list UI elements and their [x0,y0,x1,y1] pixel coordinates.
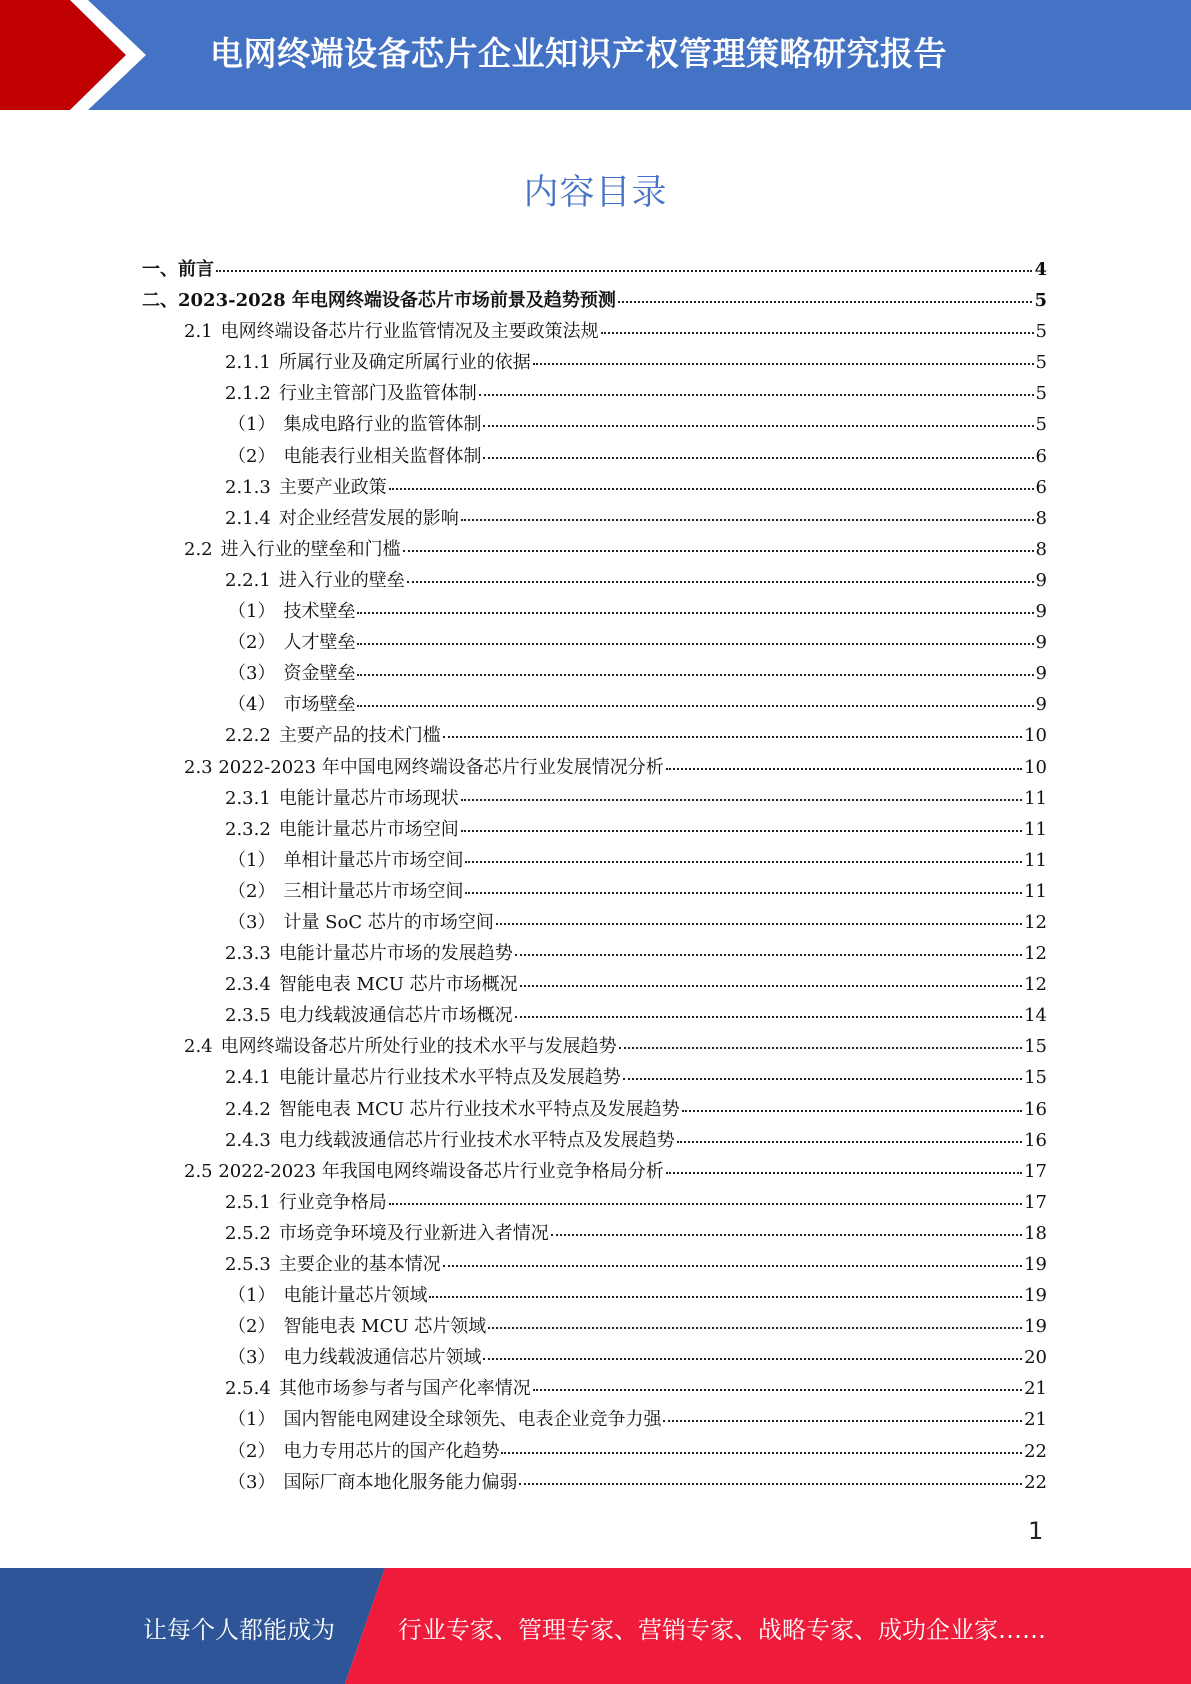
dot-leader [501,1451,1022,1454]
toc-entry-title [225,378,477,409]
dot-leader [682,1109,1022,1112]
toc-entry-label: 智能电表 MCU 芯片行业技术水平特点及发展趋势 [278,1098,680,1120]
toc-entry-label: 主要产业政策 [278,476,387,498]
toc-entry-number: 2.5.4 [225,1378,271,1400]
dot-leader [465,860,1022,863]
toc-entry[interactable] [142,876,1047,907]
toc-entry-label: 市场竞争环境及行业新进入者情况 [278,1222,549,1244]
toc-entry-number: 2.3.5 [225,1005,271,1027]
toc-entry-label: 智能电表 MCU 芯片领域 [283,1316,487,1338]
toc-entry-title [228,689,355,720]
toc-entry-number: （3） [228,1347,276,1369]
toc-entry-number: （4） [228,694,276,716]
toc-entry[interactable] [142,441,1047,472]
toc-entry-label: 2.5 2022-2023 年我国电网终端设备芯片行业竞争格局分析 [184,1160,664,1182]
dot-leader [216,269,1032,272]
toc-entry[interactable] [142,1187,1047,1218]
toc-entry-label: 其他市场参与者与国产化率情况 [278,1378,531,1400]
toc-entry-label: 电能计量芯片市场现状 [278,787,459,809]
dot-leader [515,953,1022,956]
toc-entry-number: 2.1.4 [225,507,271,529]
toc-entry-title [228,1342,481,1373]
toc-entry[interactable] [142,1094,1047,1125]
toc-entry-page: 9 [1035,694,1047,716]
toc-entry-title [225,1187,387,1218]
toc-entry[interactable] [142,1218,1047,1249]
dot-leader [483,424,1033,427]
toc-entry[interactable] [142,316,1047,347]
dot-leader [357,704,1033,707]
toc-entry-page: 18 [1024,1222,1047,1244]
toc-entry-page: 22 [1024,1471,1047,1493]
toc-entry-label: 电能计量芯片行业技术水平特点及发展趋势 [278,1067,621,1089]
dot-leader [465,891,1022,894]
dot-leader [357,642,1033,645]
dot-leader [429,1295,1022,1298]
toc-entry-label: 一、前言 [142,259,214,280]
footer-slogan-left: 让每个人都能成为 [143,1616,335,1644]
toc-entry[interactable] [142,845,1047,876]
toc-entry-number: （3） [228,663,276,685]
toc-entry-label: 电能表行业相关监督体制 [283,445,482,467]
toc-entry-label: 进入行业的壁垒和门槛 [220,538,401,560]
toc-entry-title [184,316,599,347]
toc-entry-label: 智能电表 MCU 芯片市场概况 [278,974,518,996]
toc-entry[interactable] [142,347,1047,378]
toc-entry-page: 21 [1024,1409,1047,1431]
toc-entry[interactable] [142,627,1047,658]
toc-entry-label: 所属行业及确定所属行业的依据 [278,352,531,374]
toc-entry-title [184,752,664,783]
toc-entry-page: 14 [1024,1005,1047,1027]
toc-entry-number: 2.3.4 [225,974,271,996]
toc-entry[interactable] [142,1125,1047,1156]
dot-leader [677,1140,1022,1143]
toc-entry-page: 12 [1024,974,1047,996]
toc-entry[interactable] [142,1467,1047,1498]
toc-entry-number: 2.4.2 [225,1098,271,1120]
toc-entry-number: （3） [228,911,276,933]
toc-entry-label: 三相计量芯片市场空间 [283,880,464,902]
dot-leader [601,331,1034,334]
toc-entry-title [228,1404,661,1435]
toc-entry[interactable] [142,503,1047,534]
dot-leader [479,393,1034,396]
toc-entry-title [225,1125,675,1156]
toc-entry-label: 电力专用芯片的国产化趋势 [283,1440,500,1462]
toc-entry[interactable] [142,689,1047,720]
toc-entry-label: 对企业经营发展的影响 [278,507,459,529]
toc-entry-number: 2.4 [184,1036,213,1058]
toc-entry-number: （1） [228,849,276,871]
toc-entry-page: 21 [1024,1378,1047,1400]
dot-leader [488,1326,1022,1329]
toc-entry-page: 16 [1024,1098,1047,1120]
toc-entry-page: 10 [1024,756,1047,778]
toc-entry-label: 人才壁垒 [283,632,356,654]
toc-entry-number: （2） [228,445,276,467]
toc-entry-label: 电力线载波通信芯片领域 [283,1347,482,1369]
dot-leader [533,362,1034,365]
toc-entry-number: 2.1.1 [225,352,271,374]
toc-entry-title [225,347,531,378]
toc-entry-title [228,1311,486,1342]
dot-leader [389,487,1034,490]
toc-entry-page: 16 [1024,1129,1047,1151]
dot-leader [520,984,1022,987]
toc-entry[interactable] [142,285,1047,316]
toc-entry-number: （1） [228,601,276,623]
toc-entry-page: 19 [1024,1316,1047,1338]
toc-entry-label: 行业竞争格局 [278,1191,387,1213]
dot-leader [666,1171,1022,1174]
toc-entry-title [184,1156,664,1187]
toc-entry-number: （2） [228,880,276,902]
toc-entry[interactable] [142,472,1047,503]
toc-entry-page: 12 [1024,943,1047,965]
toc-entry[interactable] [142,1373,1047,1404]
toc-entry-page: 11 [1024,787,1047,809]
toc-entry-page: 9 [1035,663,1047,685]
toc-entry-title [228,596,355,627]
toc-entry-page: 9 [1035,569,1047,591]
page-number: 1 [1028,1517,1044,1545]
toc-entry-title [184,534,401,565]
toc-entry-number: 2.3.3 [225,943,271,965]
toc-entry-title [225,814,459,845]
toc-entry-title [225,1000,513,1031]
toc-entry-page: 8 [1035,507,1047,529]
toc-entry-label: 主要企业的基本情况 [278,1254,441,1275]
dot-leader [618,300,1033,303]
toc-entry[interactable] [142,907,1047,938]
toc-entry-label: 电网终端设备芯片行业监管情况及主要政策法规 [220,321,599,343]
toc-entry-page: 17 [1024,1160,1047,1182]
toc-entry-number: 2.5.1 [225,1191,271,1213]
toc-entry-page: 17 [1024,1191,1047,1213]
dot-leader [533,1388,1022,1391]
toc-entry[interactable] [142,254,1047,285]
toc-entry-number: 2.3.2 [225,818,271,840]
toc-entry-title [225,503,459,534]
dot-leader [407,580,1034,583]
toc-entry[interactable] [142,1031,1047,1062]
dot-leader [443,1264,1022,1267]
toc-entry-title [228,845,463,876]
toc-entry[interactable] [142,1000,1047,1031]
toc-entry[interactable] [142,1342,1047,1373]
dot-leader [663,1419,1022,1422]
toc-entry-title [228,876,463,907]
toc-entry[interactable] [142,1062,1047,1093]
dot-leader [623,1077,1022,1080]
toc-entry-page: 5 [1035,414,1047,436]
toc-entry[interactable] [142,938,1047,969]
toc-entry-number: （1） [228,414,276,436]
toc-entry-title [225,938,513,969]
header-arrow-decoration [0,0,160,110]
toc-entry-title [225,1062,621,1093]
toc-entry-number: 2.1 [184,321,213,343]
toc-entry-number: 2.3.1 [225,787,271,809]
toc-entry-label: 国际厂商本地化服务能力偏弱 [283,1471,518,1493]
toc-entry-label: 主要产品的技术门槛 [278,725,441,747]
toc-entry-page: 12 [1024,911,1047,933]
toc-entry[interactable] [142,720,1047,751]
toc-entry-number: 2.4.1 [225,1067,271,1089]
toc-entry-title [225,565,405,596]
toc-entry[interactable] [142,534,1047,565]
toc-entry-label: 电力线载波通信芯片市场概况 [278,1005,513,1027]
toc-entry-title [225,1249,441,1280]
toc-entry[interactable] [142,596,1047,627]
toc-entry-label: 集成电路行业的监管体制 [283,414,482,436]
dot-leader [519,1482,1022,1485]
toc-entry-page: 11 [1024,880,1047,902]
toc-entry-page: 10 [1024,725,1047,747]
toc-entry-label: 电能计量芯片领域 [283,1285,428,1307]
toc-entry-number: 2.5.3 [225,1254,271,1275]
footer-slogan-right: 行业专家、管理专家、营销专家、战略专家、成功企业家…… [398,1616,1046,1644]
toc-entry[interactable] [142,378,1047,409]
dot-leader [461,798,1022,801]
toc-entry-title [228,409,481,440]
report-title: 电网终端设备芯片企业知识产权管理策略研究报告 [210,34,947,73]
dot-leader [483,1357,1022,1360]
toc-entry-title [142,254,214,285]
toc-entry-page: 5 [1034,290,1047,312]
toc-entry[interactable] [142,565,1047,596]
dot-leader [619,1046,1022,1049]
toc-entry-title [225,1094,680,1125]
toc-entry-label: 电力线载波通信芯片行业技术水平特点及发展趋势 [278,1129,675,1151]
toc-entry-page: 6 [1035,445,1047,467]
dot-leader [461,829,1022,832]
toc-entry[interactable] [142,409,1047,440]
toc-entry[interactable] [142,783,1047,814]
toc-entry-title [228,1467,517,1498]
toc-entry-title [228,1436,499,1467]
toc-entry-number: （2） [228,1316,276,1338]
dot-leader [357,673,1033,676]
toc-entry-number: 2.2 [184,538,213,560]
toc-entry-number: （3） [228,1471,276,1493]
toc-entry-title [225,720,441,751]
toc-entry-page: 5 [1035,383,1047,405]
toc-entry-page: 4 [1034,259,1047,280]
toc-entry-title [225,1218,549,1249]
toc-entry-number: 2.1.2 [225,383,271,405]
toc-entry-label: 电网终端设备芯片所处行业的技术水平与发展趋势 [220,1036,617,1058]
toc-entry[interactable] [142,814,1047,845]
toc-entry-number: 2.5.2 [225,1222,271,1244]
toc-entry[interactable] [142,1436,1047,1467]
toc-entry[interactable] [142,969,1047,1000]
toc-entry-page: 5 [1035,321,1047,343]
toc-entry-label: 电能计量芯片市场的发展趋势 [278,943,513,965]
dot-leader [443,735,1022,738]
header-banner [0,0,1191,110]
toc-entry[interactable] [142,1311,1047,1342]
toc-entry-title [225,1373,531,1404]
toc-entry-page: 8 [1035,538,1047,560]
footer-banner [0,1568,1191,1684]
toc-entry-page: 9 [1035,632,1047,654]
toc-entry-label: 行业主管部门及监管体制 [278,383,477,405]
toc-entry-label: 进入行业的壁垒 [278,569,405,591]
toc-entry-label: 单相计量芯片市场空间 [283,849,464,871]
dot-leader [403,549,1034,552]
toc-entry-title [228,627,355,658]
toc-entry-page: 22 [1024,1440,1047,1462]
table-of-contents [142,254,1047,1498]
dot-leader [666,767,1022,770]
toc-entry-label: 计量 SoC 芯片的市场空间 [283,911,494,933]
dot-leader [515,1015,1022,1018]
toc-entry-number: 2.2.2 [225,725,271,747]
toc-entry-number: （2） [228,632,276,654]
toc-entry-page: 11 [1024,818,1047,840]
toc-entry-label: 国内智能电网建设全球领先、电表企业竞争力强 [283,1409,662,1431]
toc-entry-number: 2.4.3 [225,1129,271,1151]
toc-entry-label: 2.3 2022-2023 年中国电网终端设备芯片行业发展情况分析 [184,756,664,778]
toc-entry-page: 6 [1035,476,1047,498]
toc-entry-title [225,783,459,814]
dot-leader [496,922,1022,925]
toc-entry-label: 市场壁垒 [283,694,356,716]
toc-entry-page: 15 [1024,1067,1047,1089]
toc-entry-page: 19 [1024,1285,1047,1307]
dot-leader [483,456,1033,459]
toc-entry-title [225,969,518,1000]
toc-entry-title [142,285,616,316]
toc-entry[interactable] [142,1280,1047,1311]
dot-leader [389,1202,1022,1205]
toc-entry-number: （2） [228,1440,276,1462]
toc-entry[interactable] [142,752,1047,783]
toc-heading: 内容目录 [523,173,668,213]
toc-entry-title [225,472,387,503]
toc-entry-title [228,441,481,472]
toc-entry-page: 19 [1024,1254,1047,1275]
toc-entry-title [228,658,355,689]
toc-entry-title [228,1280,427,1311]
toc-entry-label: 资金壁垒 [283,663,356,685]
dot-leader [461,518,1034,521]
toc-entry-number: 2.1.3 [225,476,271,498]
toc-entry[interactable] [142,658,1047,689]
dot-leader [357,611,1033,614]
toc-entry-number: 2.2.1 [225,569,271,591]
toc-entry[interactable] [142,1249,1047,1280]
toc-entry[interactable] [142,1404,1047,1435]
toc-entry-number: （1） [228,1285,276,1307]
toc-entry-page: 15 [1024,1036,1047,1058]
toc-entry-label: 电能计量芯片市场空间 [278,818,459,840]
toc-entry-title [228,907,494,938]
toc-entry-page: 5 [1035,352,1047,374]
toc-entry[interactable] [142,1156,1047,1187]
toc-entry-page: 9 [1035,601,1047,623]
toc-entry-label: 技术壁垒 [283,601,356,623]
toc-entry-page: 11 [1024,849,1047,871]
toc-entry-label: 二、2023-2028 年电网终端设备芯片市场前景及趋势预测 [142,290,616,312]
dot-leader [551,1233,1022,1236]
toc-entry-title [184,1031,617,1062]
toc-entry-page: 20 [1024,1347,1047,1369]
toc-entry-number: （1） [228,1409,276,1431]
